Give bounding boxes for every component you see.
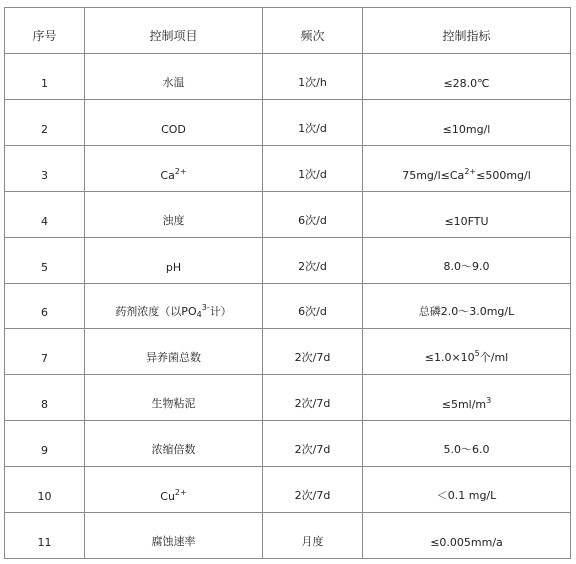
target-text: 8.0～9.0	[443, 259, 490, 273]
row-no: 9	[5, 421, 85, 467]
table-row	[5, 54, 571, 100]
row-item	[85, 467, 263, 513]
target-superscript: 2+	[464, 166, 477, 176]
row-frequency: 6次/d	[263, 283, 363, 329]
row-target	[363, 375, 571, 421]
item-superscript: 2+	[174, 488, 187, 498]
item-superscript: 3-	[201, 303, 210, 313]
target-superscript: 3	[486, 396, 492, 406]
target-text: ≤10mg/l	[442, 122, 491, 136]
target-text: 总磷2.0～3.0mg/L	[418, 305, 515, 319]
row-target	[363, 145, 571, 191]
item-text: Cu	[160, 490, 175, 504]
row-target	[363, 283, 571, 329]
row-frequency: 1次/h	[263, 54, 363, 100]
row-no: 10	[5, 467, 85, 513]
row-no: 3	[5, 145, 85, 191]
row-frequency: 2次/7d	[263, 467, 363, 513]
target-text: ＜0.1 mg/L	[436, 489, 497, 503]
row-no: 7	[5, 329, 85, 375]
row-item	[85, 421, 263, 467]
table-row	[5, 283, 571, 329]
table-row	[5, 467, 571, 513]
target-text: ≤1.0×10	[424, 351, 475, 365]
header-target: 控制指标	[363, 8, 571, 54]
row-no: 6	[5, 283, 85, 329]
row-frequency: 6次/d	[263, 191, 363, 237]
header-row	[5, 8, 571, 54]
row-item	[85, 237, 263, 283]
row-target	[363, 99, 571, 145]
target-text: ≤10FTU	[444, 214, 489, 228]
row-item	[85, 191, 263, 237]
row-frequency: 2次/7d	[263, 421, 363, 467]
target-text: 75mg/l≤Ca	[402, 168, 465, 182]
target-superscript: 5	[474, 349, 480, 359]
row-no: 11	[5, 513, 85, 559]
row-item	[85, 283, 263, 329]
row-target	[363, 421, 571, 467]
table-row	[5, 375, 571, 421]
item-text: Ca	[160, 168, 175, 182]
item-text: 浓缩倍数	[151, 443, 196, 457]
row-frequency: 2次/7d	[263, 329, 363, 375]
row-target	[363, 54, 571, 100]
row-frequency: 2次/d	[263, 237, 363, 283]
row-target	[363, 467, 571, 513]
target-text: ≤28.0℃	[443, 76, 490, 90]
row-item	[85, 54, 263, 100]
header-frequency: 频次	[263, 8, 363, 54]
row-target	[363, 513, 571, 559]
row-frequency: 月度	[263, 513, 363, 559]
item-text: pH	[165, 260, 182, 274]
table-row	[5, 99, 571, 145]
item-text: 异养菌总数	[146, 351, 201, 365]
table-row	[5, 237, 571, 283]
row-item	[85, 375, 263, 421]
target-text: 5.0～6.0	[443, 443, 490, 457]
target-text: ≤0.005mm/a	[430, 536, 503, 549]
table-row	[5, 513, 571, 559]
row-frequency: 2次/7d	[263, 375, 363, 421]
row-target	[363, 329, 571, 375]
item-text: 浊度	[162, 213, 185, 227]
row-target	[363, 191, 571, 237]
row-no: 8	[5, 375, 85, 421]
item-text-suffix: 计）	[209, 305, 232, 319]
table-row	[5, 329, 571, 375]
row-item	[85, 99, 263, 145]
item-text: 腐蚀速率	[151, 535, 196, 548]
row-target	[363, 237, 571, 283]
item-subscript: 4	[196, 310, 202, 320]
row-no: 2	[5, 99, 85, 145]
row-item	[85, 145, 263, 191]
row-frequency: 1次/d	[263, 99, 363, 145]
header-item: 控制项目	[85, 8, 263, 54]
item-text: COD	[161, 122, 186, 136]
target-text-suffix: ≤500mg/l	[476, 168, 531, 182]
table-row	[5, 191, 571, 237]
item-text: 水温	[162, 75, 185, 89]
row-no: 1	[5, 54, 85, 100]
row-item	[85, 513, 263, 559]
control-table	[4, 7, 571, 559]
row-no: 4	[5, 191, 85, 237]
table-row	[5, 145, 571, 191]
table-row	[5, 421, 571, 467]
item-text: 药剂浓度（以PO	[115, 305, 197, 319]
target-text: ≤5ml/m	[441, 398, 487, 412]
row-item	[85, 329, 263, 375]
item-superscript: 2+	[174, 166, 187, 176]
item-text: 生物粘泥	[151, 397, 196, 411]
row-frequency: 1次/d	[263, 145, 363, 191]
header-no: 序号	[5, 8, 85, 54]
target-text-suffix: 个/ml	[479, 351, 509, 365]
row-no: 5	[5, 237, 85, 283]
